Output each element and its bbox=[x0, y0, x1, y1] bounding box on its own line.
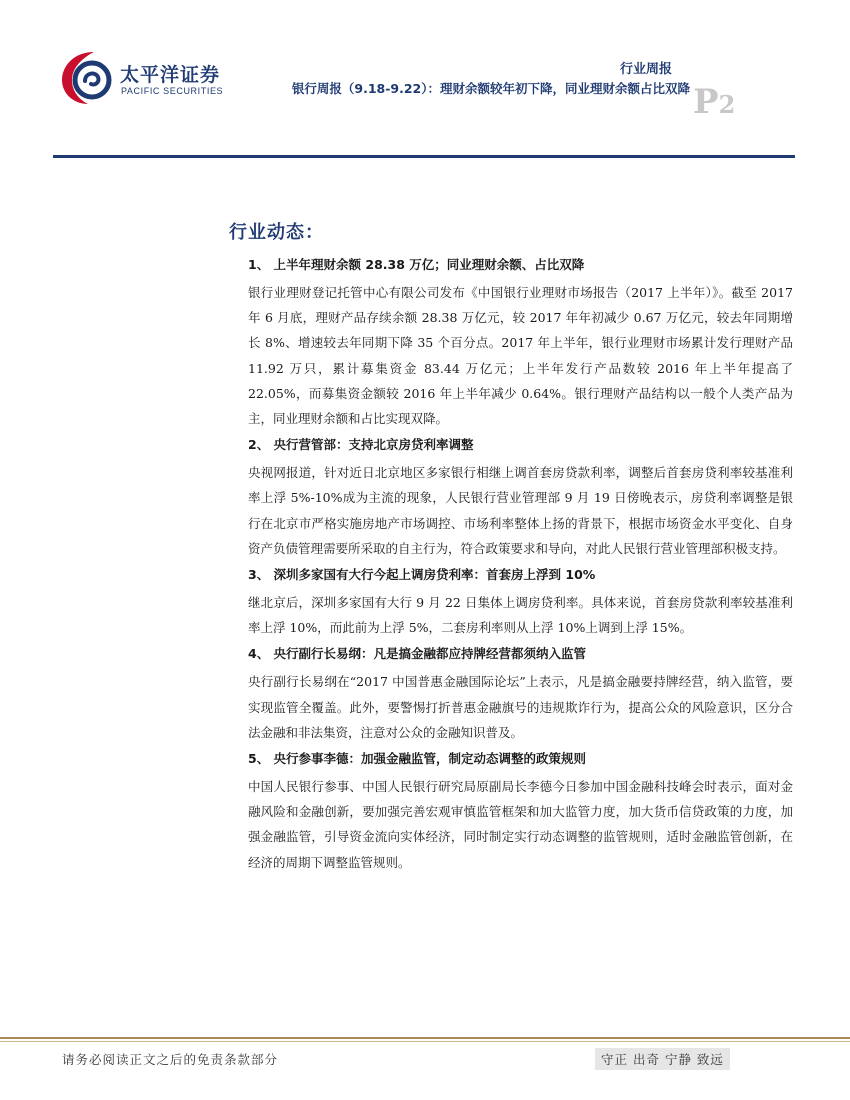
page-number bbox=[693, 82, 735, 122]
page-digit: 2 bbox=[718, 90, 736, 119]
footer-motto: 守正 出奇 宁静 致远 bbox=[595, 1048, 730, 1070]
news-heading: 2、 央行营管部：支持北京房贷利率调整 bbox=[248, 437, 474, 453]
page-header bbox=[0, 0, 850, 160]
news-body: 中国人民银行参事、中国人民银行研究局原副局长李德今日参加中国金融科技峰会时表示，面对金融风险和金融创新，要加强完善宏观审慎监管框架和加大监管力度，加大货币信贷政策的力度，加强金融监管，引导资金流向实体经济，同时制定实行动态调整的监管规则，适时金融监管创新，在经济的周期下调整监管规则。 bbox=[248, 779, 793, 870]
report-type: 行业周报 bbox=[620, 62, 673, 77]
news-body: 央行副行长易纲在“2017 中国普惠金融国际论坛”上表示，凡是搞金融要持牌经营，纳入监管，要实现监管全覆盖。此外，要警惕打折普惠金融旗号的违规欺诈行为，提高公众的风险意识，区分合法金融和非法集资，注意对公众的金融知识普及。 bbox=[248, 674, 793, 740]
news-heading: 5、 央行参事李德：加强金融监管，制定动态调整的政策规则 bbox=[248, 751, 587, 767]
news-heading: 3、 深圳多家国有大行今起上调房贷利率：首套房上浮到 10% bbox=[248, 567, 596, 583]
brand-name-en: PACIFIC SECURITIES bbox=[121, 86, 224, 96]
footer-disclaimer: 请务必阅读正文之后的免责条款部分 bbox=[62, 1052, 279, 1067]
section-title: 行业动态： bbox=[229, 222, 324, 243]
news-item bbox=[248, 642, 793, 745]
news-heading: 1、 上半年理财余额 28.38 万亿；同业理财余额、占比双降 bbox=[248, 257, 585, 272]
news-item bbox=[248, 747, 793, 875]
page-letter: P bbox=[693, 82, 719, 122]
footer-divider bbox=[0, 1037, 850, 1039]
news-body: 继北京后，深圳多家国有大行 9 月 22 日集体上调房贷利率。具体来说，首套房贷款利率较基准利率上浮 10%，而此前为上浮 5%，二套房利率则从上浮 10%上调到上浮 15%。 bbox=[248, 595, 793, 636]
brand-name-cn: 太平洋证券 bbox=[120, 64, 221, 86]
news-item bbox=[248, 433, 793, 561]
report-title: 银行周报（9.18-9.22）：理财余额较年初下降，同业理财余额占比双降 bbox=[291, 81, 690, 96]
news-item bbox=[248, 563, 793, 640]
news-item bbox=[248, 253, 793, 431]
news-body: 央视网报道，针对近日北京地区多家银行相继上调首套房贷款利率，调整后首套房贷利率较基准利率上浮 5%-10%成为主流的现象，人民银行营业管理部 9 月 19 日傍晚表示，房贷利率调整是银行在北京市严格实施房地产市场调控、市场利率整体上扬的背景下，根据市场资金水平变化、自身资产负债管理需要所采取的自主行为，符合政策要求和导向，对此人民银行营业管理部积极支持。 bbox=[248, 465, 793, 556]
news-list bbox=[248, 253, 793, 877]
news-body: 银行业理财登记托管中心有限公司发布《中国银行业理财市场报告（2017 上半年）》。截至 2017 年 6 月底，理财产品存续余额 28.38 万亿元，较 2017 年年初减少 0.67 万亿元，较去年同期增长 8%、增速较去年同期下降 35 个百分点。2017 年上半年，银行业理财市场累计发行理财产品 11.92 万只，累计募集资金 83.44 万亿元；上半年发行产品数较 2016 年上半年提高了 22.05%，而募集资金额较 2016 年上半年减少 0.64%。银行理财产品结构以一般个人类产品为主，同业理财余额和占比实现双降。 bbox=[248, 285, 793, 427]
pacific-securities-logo-icon bbox=[58, 48, 120, 108]
footer-divider-thin bbox=[0, 1041, 850, 1042]
news-heading: 4、 央行副行长易纲：凡是搞金融都应持牌经营都须纳入监管 bbox=[248, 646, 587, 662]
header-divider bbox=[53, 155, 795, 158]
